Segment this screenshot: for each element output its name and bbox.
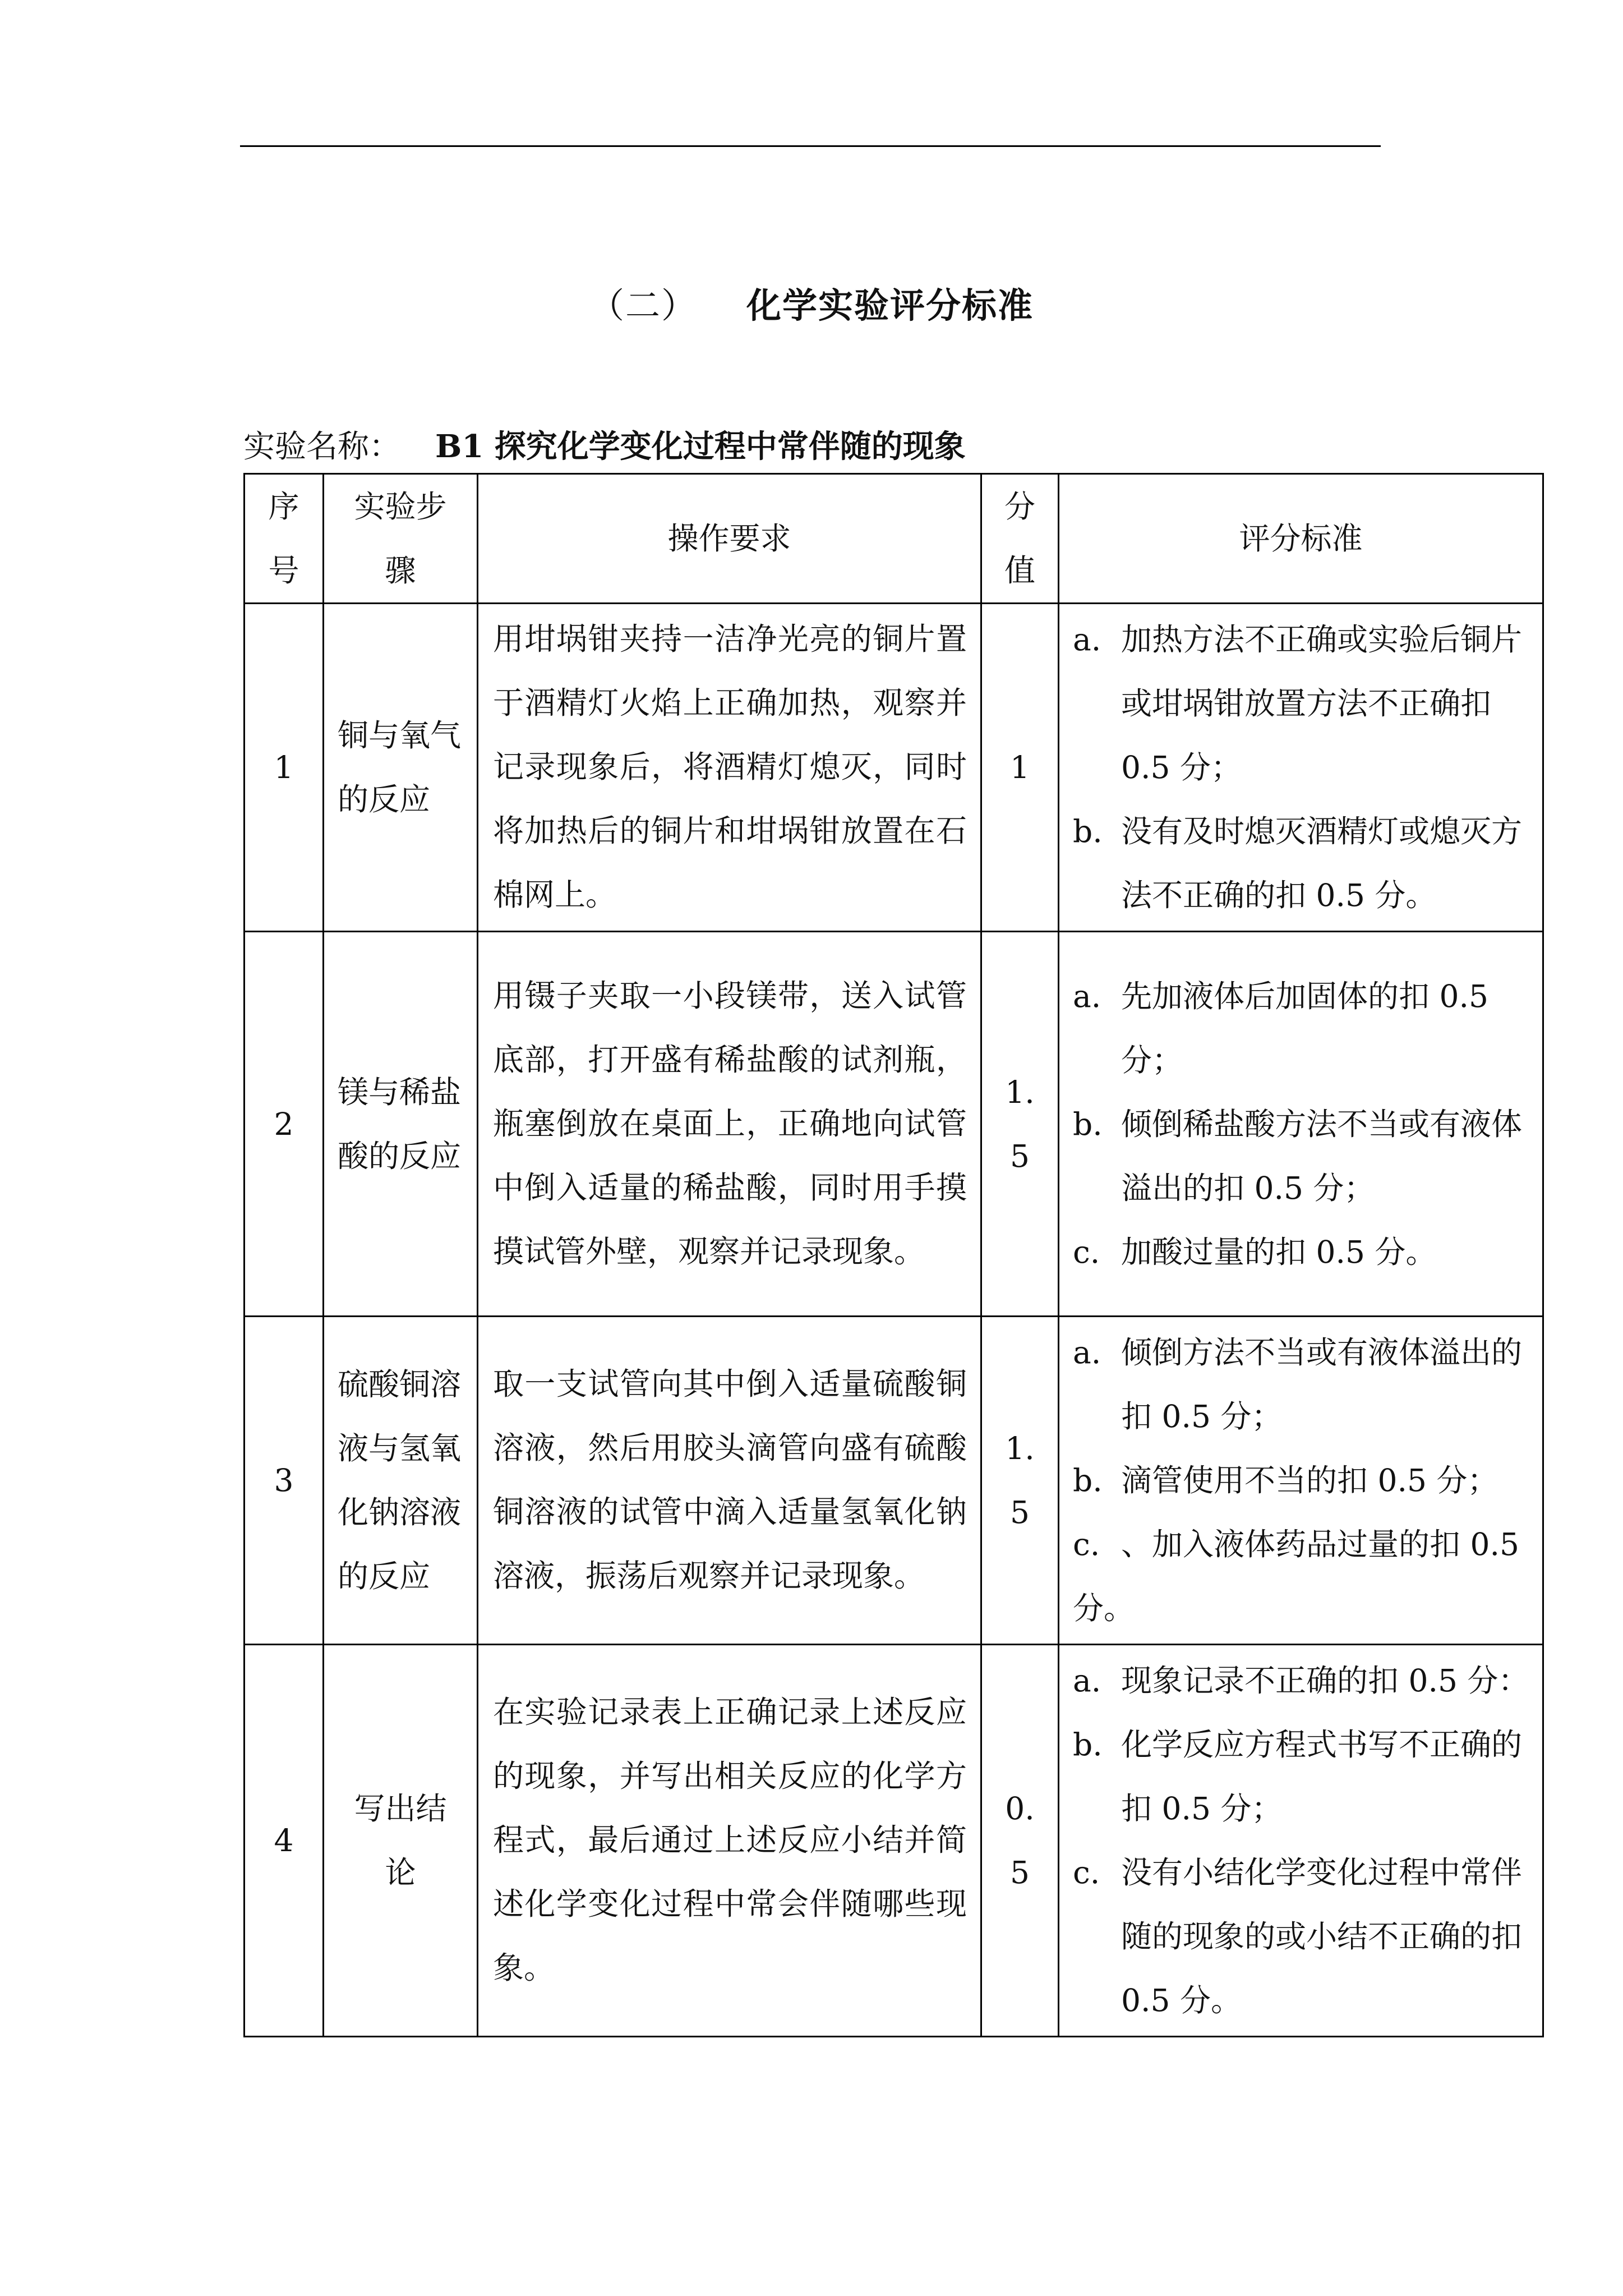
criteria-marker: a. <box>1073 1663 1101 1699</box>
criteria-text: 没有及时熄灭酒精灯或熄灭方法不正确的扣 0.5 分。 <box>1121 813 1523 913</box>
row-score: 1.5 <box>981 1317 1059 1645</box>
criteria-item <box>1073 608 1534 799</box>
criteria-marker: b. <box>1073 1462 1103 1498</box>
header-criteria: 评分标准 <box>1059 474 1543 604</box>
header-seq: 序号 <box>245 474 324 604</box>
experiment-name-label: 实验名称： <box>243 429 400 465</box>
criteria-marker: b. <box>1073 1106 1103 1142</box>
row-requirement: 在实验记录表上正确记录上述反应的现象，并写出相关反应的化学方程式，最后通过上述反应小结并简述化学变化过程中常会伴随哪些现象。 <box>478 1645 981 2037</box>
row-criteria <box>1059 1317 1543 1645</box>
row-criteria <box>1059 1645 1543 2037</box>
section-title-text: 化学实验评分标准 <box>746 285 1034 326</box>
row-score: 0.5 <box>981 1645 1059 2037</box>
criteria-text: 滴管使用不当的扣 0.5 分； <box>1121 1462 1498 1498</box>
row-criteria <box>1059 604 1543 932</box>
criteria-item <box>1073 1448 1534 1512</box>
table-header-row <box>245 474 1543 604</box>
criteria-marker: a. <box>1073 978 1101 1014</box>
criteria-text: 倾倒稀盐酸方法不当或有液体溢出的扣 0.5 分； <box>1121 1106 1523 1206</box>
header-rule <box>240 145 1381 147</box>
section-number: （二） <box>589 285 697 326</box>
header-step: 实验步骤 <box>324 474 478 604</box>
criteria-item <box>1073 1841 1534 2032</box>
row-score: 1.5 <box>981 932 1059 1317</box>
criteria-item <box>1073 1092 1534 1220</box>
criteria-text: 先加液体后加固体的扣 0.5 分； <box>1121 978 1488 1078</box>
experiment-name-value: B1 探究化学变化过程中常伴随的现象 <box>435 428 966 465</box>
row-seq: 2 <box>245 932 324 1317</box>
table-row <box>245 604 1543 932</box>
row-step: 镁与稀盐酸的反应 <box>324 932 478 1317</box>
criteria-text: 没有小结化学变化过程中常伴随的现象的或小结不正确的扣 0.5 分。 <box>1121 1855 1523 2018</box>
criteria-text: 倾倒方法不当或有液体溢出的扣 0.5 分； <box>1121 1335 1523 1434</box>
criteria-item <box>1073 964 1534 1092</box>
row-step: 写出结论 <box>324 1645 478 2037</box>
criteria-text: 化学反应方程式书写不正确的扣 0.5 分； <box>1121 1727 1523 1826</box>
row-requirement: 取一支试管向其中倒入适量硫酸铜溶液，然后用胶头滴管向盛有硫酸铜溶液的试管中滴入适量氢氧化钠溶液，振荡后观察并记录现象。 <box>478 1317 981 1645</box>
criteria-marker: c. <box>1073 1526 1100 1562</box>
criteria-text: 现象记录不正确的扣 0.5 分： <box>1121 1663 1529 1699</box>
row-step: 硫酸铜溶液与氢氧化钠溶液的反应 <box>324 1317 478 1645</box>
criteria-item <box>1073 1649 1534 1713</box>
row-seq: 4 <box>245 1645 324 2037</box>
criteria-text: 加热方法不正确或实验后铜片或坩埚钳放置方法不正确扣 0.5 分； <box>1121 622 1523 785</box>
row-score: 1 <box>981 604 1059 932</box>
criteria-item <box>1073 1512 1534 1640</box>
criteria-text: 、加入液体药品过量的扣 0.5 分。 <box>1073 1526 1519 1626</box>
row-criteria <box>1059 932 1543 1317</box>
criteria-marker: a. <box>1073 622 1101 657</box>
table-row <box>245 932 1543 1317</box>
criteria-item <box>1073 1320 1534 1448</box>
criteria-marker: b. <box>1073 1727 1103 1763</box>
experiment-name-line <box>243 422 966 467</box>
row-step: 铜与氧气的反应 <box>324 604 478 932</box>
criteria-marker: b. <box>1073 813 1103 849</box>
criteria-text: 加酸过量的扣 0.5 分。 <box>1121 1234 1437 1270</box>
criteria-marker: c. <box>1073 1855 1100 1890</box>
table-row <box>245 1645 1543 2037</box>
row-requirement: 用镊子夹取一小段镁带，送入试管底部，打开盛有稀盐酸的试剂瓶，瓶塞倒放在桌面上，正确地向试管中倒入适量的稀盐酸，同时用手摸摸试管外壁，观察并记录现象。 <box>478 932 981 1317</box>
criteria-item <box>1073 1713 1534 1841</box>
row-seq: 1 <box>245 604 324 932</box>
criteria-marker: a. <box>1073 1335 1101 1370</box>
row-requirement: 用坩埚钳夹持一洁净光亮的铜片置于酒精灯火焰上正确加热，观察并记录现象后，将酒精灯熄灭，同时将加热后的铜片和坩埚钳放置在石棉网上。 <box>478 604 981 932</box>
criteria-item <box>1073 799 1534 927</box>
criteria-item <box>1073 1220 1534 1284</box>
section-title <box>0 278 1623 328</box>
scoring-table <box>243 473 1544 2037</box>
row-seq: 3 <box>245 1317 324 1645</box>
table-row <box>245 1317 1543 1645</box>
header-requirement: 操作要求 <box>478 474 981 604</box>
header-score: 分值 <box>981 474 1059 604</box>
criteria-marker: c. <box>1073 1234 1100 1270</box>
